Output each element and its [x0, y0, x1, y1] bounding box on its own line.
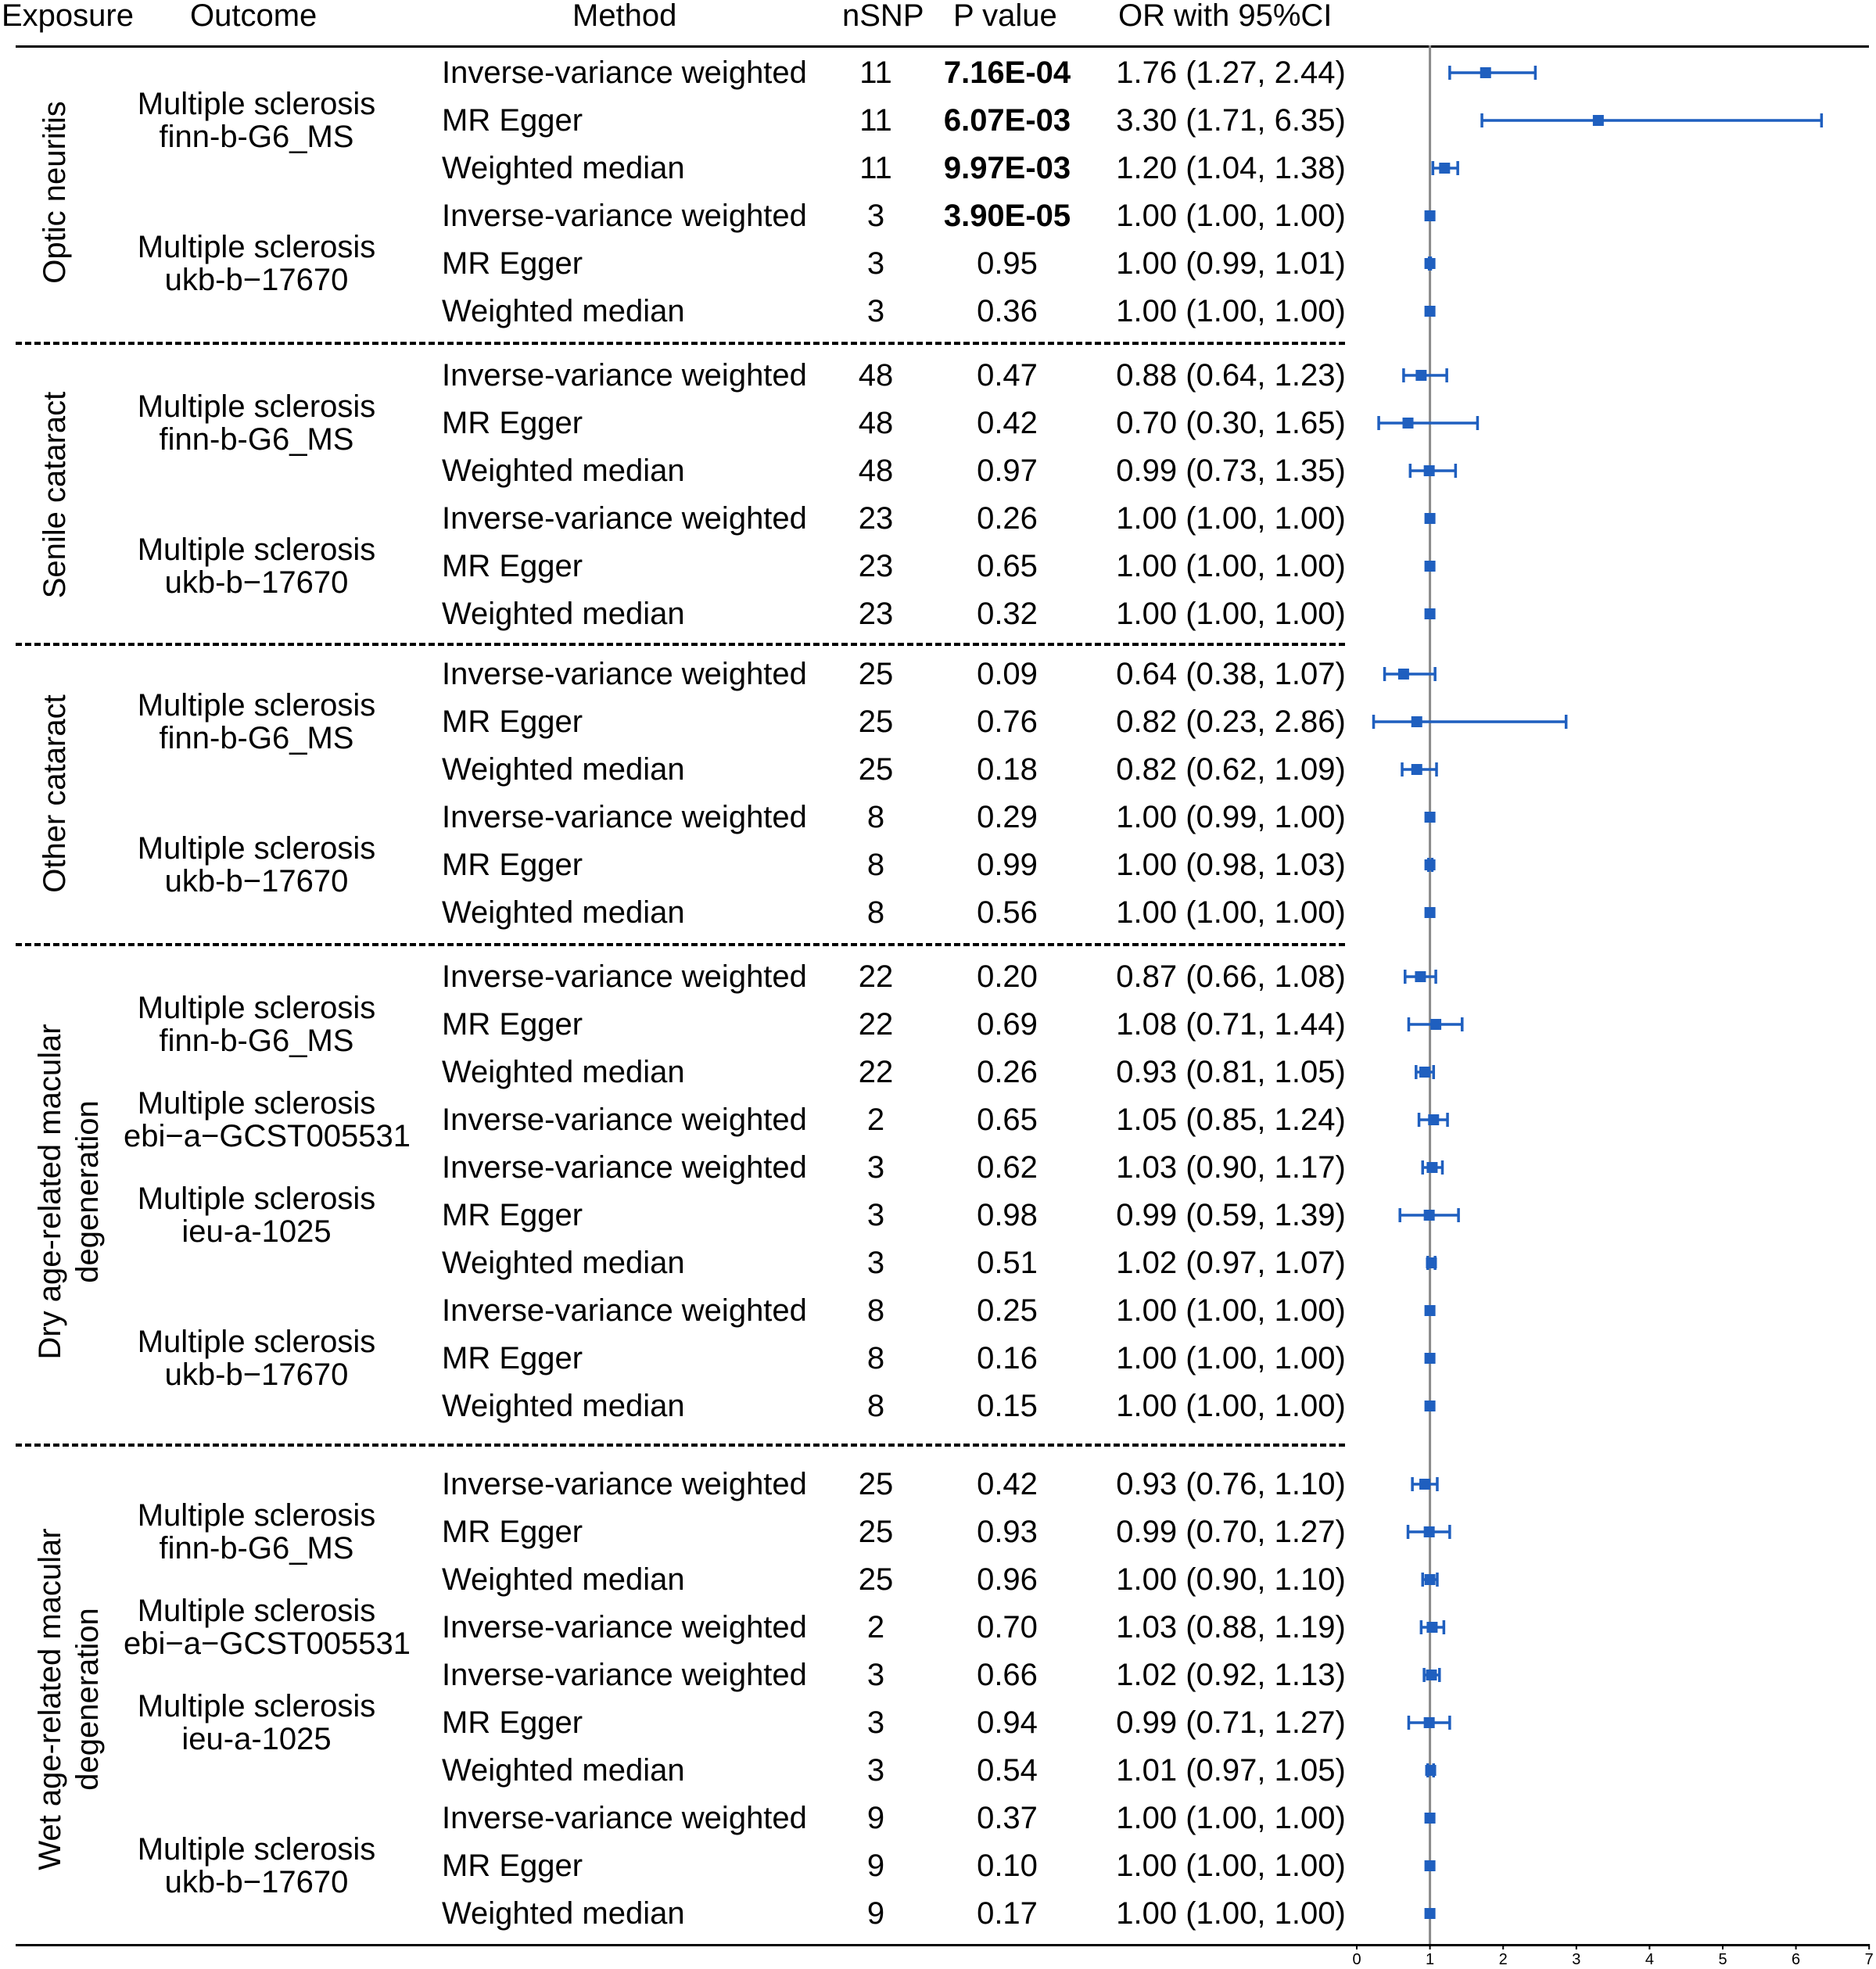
method-label: Inverse-variance weighted [442, 1150, 807, 1185]
nsnp-value: 25 [858, 1562, 894, 1597]
or-ci-value: 1.00 (0.90, 1.10) [1116, 1562, 1346, 1597]
or-ci-value: 1.00 (0.98, 1.03) [1116, 848, 1346, 882]
or-ci-value: 1.00 (0.99, 1.01) [1116, 246, 1346, 281]
nsnp-value: 11 [859, 56, 892, 90]
or-ci-value: 1.00 (1.00, 1.00) [1116, 1801, 1346, 1835]
point-estimate [1426, 1670, 1437, 1680]
method-label: Weighted median [442, 1055, 685, 1089]
forest-row-mark [1404, 368, 1447, 382]
or-ci-value: 1.03 (0.88, 1.19) [1116, 1610, 1346, 1644]
forest-row-mark [1400, 1208, 1458, 1222]
or-ci-value: 0.99 (0.59, 1.39) [1116, 1198, 1346, 1232]
p-value: 0.42 [977, 1467, 1038, 1501]
point-estimate [1426, 1162, 1437, 1173]
x-tick-label: 1 [1426, 1951, 1435, 1968]
p-value: 0.15 [977, 1389, 1038, 1423]
method-label: Weighted median [442, 1246, 685, 1280]
p-value: 0.20 [977, 959, 1038, 994]
p-value: 0.96 [977, 1562, 1038, 1597]
p-value: 0.47 [977, 358, 1038, 393]
p-value: 0.98 [977, 1198, 1038, 1232]
nsnp-value: 3 [866, 1150, 885, 1185]
point-estimate [1425, 608, 1436, 619]
point-estimate [1439, 163, 1450, 174]
p-value: 0.95 [977, 246, 1038, 281]
point-estimate [1425, 1353, 1436, 1364]
point-estimate [1426, 1257, 1437, 1268]
forest-row-mark [1408, 1716, 1449, 1730]
p-value: 0.54 [977, 1753, 1038, 1788]
forest-row-mark [1412, 1477, 1437, 1491]
forest-row-mark [1408, 1525, 1450, 1539]
or-ci-value: 0.99 (0.70, 1.27) [1116, 1515, 1346, 1549]
method-label: MR Egger [442, 549, 583, 583]
nsnp-value: 48 [858, 454, 894, 488]
forest-row-mark [1425, 907, 1436, 918]
p-value: 0.09 [977, 657, 1038, 691]
point-estimate [1424, 1526, 1435, 1537]
method-label: Weighted median [442, 454, 685, 488]
or-ci-value: 0.88 (0.64, 1.23) [1116, 358, 1346, 393]
point-estimate [1425, 258, 1436, 269]
outcome-label: Multiple sclerosis finn-b-G6_MS [137, 688, 376, 755]
forest-row-mark [1421, 1620, 1444, 1634]
p-value: 0.26 [977, 1055, 1038, 1089]
outcome-label: Multiple sclerosis finn-b-G6_MS [137, 1498, 376, 1566]
point-estimate [1403, 418, 1414, 429]
or-ci-value: 1.00 (1.00, 1.00) [1116, 895, 1346, 930]
p-value: 0.37 [977, 1801, 1038, 1835]
p-value: 6.07E-03 [943, 103, 1071, 138]
forest-row-mark [1422, 1573, 1437, 1587]
point-estimate [1425, 561, 1436, 572]
forest-row-mark [1422, 1160, 1442, 1175]
nsnp-value: 48 [858, 358, 894, 393]
x-tick-label: 4 [1645, 1951, 1654, 1968]
or-ci-value: 1.05 (0.85, 1.24) [1116, 1103, 1346, 1137]
exposure-label: Optic neuritis [38, 100, 72, 284]
or-ci-value: 3.30 (1.71, 6.35) [1116, 103, 1346, 138]
forest-row-mark [1425, 608, 1436, 619]
forest-row-mark [1425, 1908, 1436, 1919]
method-label: Weighted median [442, 895, 685, 930]
p-value: 7.16E-04 [943, 56, 1071, 90]
method-label: Inverse-variance weighted [442, 1467, 807, 1501]
x-tick-label: 2 [1498, 1951, 1508, 1968]
forest-row-mark [1425, 306, 1436, 317]
method-label: Inverse-variance weighted [442, 1103, 807, 1137]
point-estimate [1480, 67, 1491, 78]
method-label: MR Egger [442, 1198, 583, 1232]
method-label: MR Egger [442, 246, 583, 281]
point-estimate [1425, 1813, 1436, 1824]
or-ci-value: 0.70 (0.30, 1.65) [1116, 406, 1346, 440]
or-ci-value: 1.00 (1.00, 1.00) [1116, 1849, 1346, 1883]
method-label: Weighted median [442, 1389, 685, 1423]
nsnp-value: 11 [859, 103, 892, 138]
method-label: MR Egger [442, 1705, 583, 1740]
p-value: 0.99 [977, 848, 1038, 882]
nsnp-value: 22 [858, 1055, 894, 1089]
header-nsnp: nSNP [842, 0, 924, 33]
outcome-label: Multiple sclerosis ukb-b−17670 [137, 230, 376, 297]
p-value: 0.65 [977, 549, 1038, 583]
p-value: 0.16 [977, 1341, 1038, 1375]
or-ci-value: 1.00 (1.00, 1.00) [1116, 501, 1346, 536]
nsnp-value: 3 [866, 1246, 885, 1280]
nsnp-value: 25 [858, 1515, 894, 1549]
or-ci-value: 1.00 (1.00, 1.00) [1116, 1293, 1346, 1328]
nsnp-value: 2 [866, 1610, 885, 1644]
nsnp-value: 8 [866, 1293, 885, 1328]
p-value: 0.66 [977, 1658, 1038, 1692]
or-ci-value: 1.02 (0.92, 1.13) [1116, 1658, 1346, 1692]
point-estimate [1398, 669, 1409, 680]
point-estimate [1425, 1401, 1436, 1411]
method-label: MR Egger [442, 1007, 583, 1042]
p-value: 0.93 [977, 1515, 1038, 1549]
forest-row-mark [1425, 256, 1436, 271]
p-value: 0.69 [977, 1007, 1038, 1042]
forest-row-mark [1425, 1401, 1436, 1411]
forest-row-mark [1425, 210, 1436, 221]
point-estimate [1428, 1114, 1439, 1125]
nsnp-value: 8 [866, 1389, 885, 1423]
or-ci-value: 0.82 (0.62, 1.09) [1116, 752, 1346, 787]
point-estimate [1430, 1019, 1441, 1030]
x-tick-label: 7 [1864, 1951, 1874, 1968]
outcome-label: Multiple sclerosis ieu-a-1025 [137, 1182, 376, 1249]
forest-row-mark [1374, 715, 1566, 729]
method-label: Inverse-variance weighted [442, 800, 807, 834]
method-label: Weighted median [442, 151, 685, 185]
nsnp-value: 22 [858, 959, 894, 994]
point-estimate [1426, 1765, 1437, 1776]
method-label: Weighted median [442, 1896, 685, 1931]
or-ci-value: 1.76 (1.27, 2.44) [1116, 56, 1346, 90]
or-ci-value: 1.00 (1.00, 1.00) [1116, 1389, 1346, 1423]
or-ci-value: 0.93 (0.76, 1.10) [1116, 1467, 1346, 1501]
forest-row-mark [1425, 812, 1436, 823]
nsnp-value: 25 [858, 657, 894, 691]
point-estimate [1425, 1860, 1436, 1871]
point-estimate [1419, 1479, 1430, 1490]
method-label: Inverse-variance weighted [442, 501, 807, 536]
p-value: 0.26 [977, 501, 1038, 536]
forest-row-mark [1425, 1353, 1436, 1364]
point-estimate [1424, 465, 1435, 476]
p-value: 0.94 [977, 1705, 1038, 1740]
nsnp-value: 8 [866, 800, 885, 834]
forest-row-mark [1410, 464, 1455, 478]
x-tick-label: 0 [1352, 1951, 1361, 1968]
method-label: MR Egger [442, 848, 583, 882]
forest-row-mark [1385, 667, 1436, 681]
forest-row-mark [1425, 858, 1436, 872]
or-ci-value: 1.00 (0.99, 1.00) [1116, 800, 1346, 834]
nsnp-value: 48 [858, 406, 894, 440]
point-estimate [1425, 210, 1436, 221]
method-label: Inverse-variance weighted [442, 56, 807, 90]
p-value: 0.70 [977, 1610, 1038, 1644]
p-value: 0.10 [977, 1849, 1038, 1883]
or-ci-value: 0.99 (0.73, 1.35) [1116, 454, 1346, 488]
forest-row-mark [1450, 66, 1536, 80]
header-method: Method [572, 0, 677, 33]
or-ci-value: 0.87 (0.66, 1.08) [1116, 959, 1346, 994]
or-ci-value: 1.01 (0.97, 1.05) [1116, 1753, 1346, 1788]
nsnp-value: 8 [866, 848, 885, 882]
outcome-label: Multiple sclerosis ebi−a−GCST005531 [124, 1086, 411, 1153]
nsnp-value: 25 [858, 1467, 894, 1501]
forest-row-mark [1425, 1813, 1436, 1824]
method-label: MR Egger [442, 1849, 583, 1883]
x-tick-label: 3 [1572, 1951, 1581, 1968]
point-estimate [1593, 115, 1604, 126]
or-ci-value: 1.00 (1.00, 1.00) [1116, 199, 1346, 233]
forest-row-mark [1419, 1113, 1448, 1127]
point-estimate [1424, 1210, 1435, 1221]
outcome-label: Multiple sclerosis finn-b-G6_MS [137, 991, 376, 1058]
forest-row-mark [1425, 513, 1436, 524]
nsnp-value: 9 [866, 1801, 885, 1835]
nsnp-value: 3 [866, 294, 885, 328]
method-label: Weighted median [442, 294, 685, 328]
header-pvalue: P value [953, 0, 1057, 33]
forest-row-mark [1426, 1763, 1437, 1777]
forest-row-mark [1379, 416, 1477, 430]
point-estimate [1424, 1717, 1435, 1728]
exposure-label: Other cataract [38, 694, 72, 893]
method-label: Inverse-variance weighted [442, 1293, 807, 1328]
method-label: MR Egger [442, 705, 583, 739]
p-value: 0.62 [977, 1150, 1038, 1185]
nsnp-value: 2 [866, 1103, 885, 1137]
nsnp-value: 3 [866, 1658, 885, 1692]
nsnp-value: 8 [866, 1341, 885, 1375]
method-label: MR Egger [442, 406, 583, 440]
p-value: 3.90E-05 [943, 199, 1071, 233]
nsnp-value: 3 [866, 1198, 885, 1232]
forest-row-mark [1402, 762, 1437, 776]
p-value: 0.25 [977, 1293, 1038, 1328]
point-estimate [1425, 812, 1436, 823]
nsnp-value: 25 [858, 752, 894, 787]
nsnp-value: 11 [859, 151, 892, 185]
method-label: Inverse-variance weighted [442, 1658, 807, 1692]
nsnp-value: 3 [866, 199, 885, 233]
exposure-label: Wet age-related macular degeneration [33, 1527, 105, 1870]
method-label: Inverse-variance weighted [442, 959, 807, 994]
method-label: Inverse-variance weighted [442, 1610, 807, 1644]
p-value: 0.18 [977, 752, 1038, 787]
or-ci-value: 0.82 (0.23, 2.86) [1116, 705, 1346, 739]
p-value: 0.76 [977, 705, 1038, 739]
nsnp-value: 3 [866, 1705, 885, 1740]
point-estimate [1425, 907, 1436, 918]
point-estimate [1426, 1622, 1437, 1633]
x-tick-label: 5 [1718, 1951, 1727, 1968]
point-estimate [1425, 1908, 1436, 1919]
p-value: 0.32 [977, 597, 1038, 631]
method-label: Inverse-variance weighted [442, 657, 807, 691]
nsnp-value: 8 [866, 895, 885, 930]
outcome-label: Multiple sclerosis ukb-b−17670 [137, 831, 376, 898]
header-outcome: Outcome [190, 0, 317, 33]
method-label: MR Egger [442, 1341, 583, 1375]
point-estimate [1425, 859, 1436, 870]
or-ci-value: 1.00 (1.00, 1.00) [1116, 294, 1346, 328]
p-value: 0.36 [977, 294, 1038, 328]
or-ci-value: 1.03 (0.90, 1.17) [1116, 1150, 1346, 1185]
nsnp-value: 3 [866, 1753, 885, 1788]
nsnp-value: 3 [866, 246, 885, 281]
forest-row-mark [1426, 1256, 1437, 1270]
header-exposure: Exposure [2, 0, 134, 33]
p-value: 0.56 [977, 895, 1038, 930]
forest-row-mark [1424, 1668, 1440, 1682]
nsnp-value: 9 [866, 1896, 885, 1931]
or-ci-value: 1.02 (0.97, 1.07) [1116, 1246, 1346, 1280]
method-label: Inverse-variance weighted [442, 1801, 807, 1835]
point-estimate [1415, 971, 1426, 982]
point-estimate [1425, 1574, 1436, 1585]
or-ci-value: 1.00 (1.00, 1.00) [1116, 597, 1346, 631]
or-ci-value: 1.08 (0.71, 1.44) [1116, 1007, 1346, 1042]
method-label: MR Egger [442, 1515, 583, 1549]
outcome-label: Multiple sclerosis ieu-a-1025 [137, 1689, 376, 1756]
header-or-ci: OR with 95%CI [1118, 0, 1333, 33]
nsnp-value: 25 [858, 705, 894, 739]
forest-row-mark [1405, 970, 1436, 984]
p-value: 0.65 [977, 1103, 1038, 1137]
or-ci-value: 0.93 (0.81, 1.05) [1116, 1055, 1346, 1089]
nsnp-value: 23 [858, 549, 894, 583]
point-estimate [1411, 716, 1422, 727]
outcome-label: Multiple sclerosis finn-b-G6_MS [137, 87, 376, 154]
p-value: 0.29 [977, 800, 1038, 834]
or-ci-value: 1.20 (1.04, 1.38) [1116, 151, 1346, 185]
forest-row-mark [1425, 561, 1436, 572]
point-estimate [1425, 1305, 1436, 1316]
nsnp-value: 9 [866, 1849, 885, 1883]
or-ci-value: 1.00 (1.00, 1.00) [1116, 1896, 1346, 1931]
outcome-label: Multiple sclerosis ukb-b−17670 [137, 1325, 376, 1392]
p-value: 0.17 [977, 1896, 1038, 1931]
outcome-label: Multiple sclerosis ukb-b−17670 [137, 533, 376, 600]
method-label: Weighted median [442, 597, 685, 631]
method-label: Weighted median [442, 1753, 685, 1788]
x-tick-label: 6 [1792, 1951, 1801, 1968]
p-value: 0.51 [977, 1246, 1038, 1280]
method-label: Weighted median [442, 1562, 685, 1597]
p-value: 0.42 [977, 406, 1038, 440]
p-value: 0.97 [977, 454, 1038, 488]
or-ci-value: 1.00 (1.00, 1.00) [1116, 549, 1346, 583]
or-ci-value: 0.64 (0.38, 1.07) [1116, 657, 1346, 691]
or-ci-value: 0.99 (0.71, 1.27) [1116, 1705, 1346, 1740]
point-estimate [1415, 370, 1426, 381]
outcome-label: Multiple sclerosis finn-b-G6_MS [137, 389, 376, 457]
point-estimate [1411, 764, 1422, 775]
forest-row-mark [1433, 161, 1458, 175]
method-label: Weighted median [442, 752, 685, 787]
outcome-label: Multiple sclerosis ukb-b−17670 [137, 1832, 376, 1899]
or-ci-value: 1.00 (1.00, 1.00) [1116, 1341, 1346, 1375]
point-estimate [1419, 1067, 1430, 1078]
exposure-label: Senile cataract [38, 391, 72, 598]
point-estimate [1425, 513, 1436, 524]
nsnp-value: 22 [858, 1007, 894, 1042]
point-estimate [1425, 306, 1436, 317]
forest-row-mark [1425, 1860, 1436, 1871]
forest-row-mark [1482, 113, 1821, 127]
outcome-label: Multiple sclerosis ebi−a−GCST005531 [124, 1594, 411, 1661]
nsnp-value: 23 [858, 501, 894, 536]
method-label: Inverse-variance weighted [442, 199, 807, 233]
p-value: 9.97E-03 [943, 151, 1071, 185]
method-label: MR Egger [442, 103, 583, 138]
forest-row-mark [1408, 1017, 1462, 1031]
exposure-label: Dry age-related macular degeneration [33, 1023, 105, 1360]
forest-row-mark [1425, 1305, 1436, 1316]
nsnp-value: 23 [858, 597, 894, 631]
method-label: Inverse-variance weighted [442, 358, 807, 393]
